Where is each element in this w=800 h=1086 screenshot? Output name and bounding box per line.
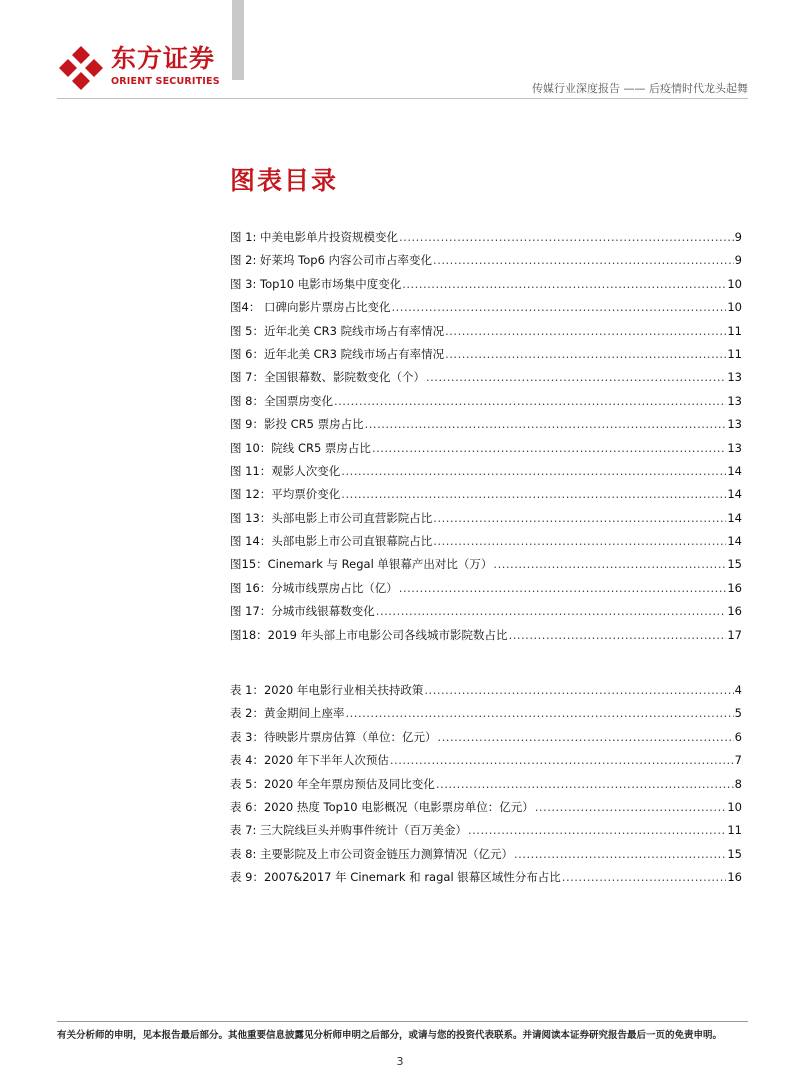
figure-entry-page-number: 10 — [727, 300, 742, 315]
table-entry[interactable] — [230, 796, 742, 819]
dot-leader — [391, 296, 726, 319]
figure-entry-label: 图15：Cinemark 与 Regal 单银幕产出对比（万） — [230, 557, 493, 572]
table-entry[interactable] — [230, 819, 742, 842]
figure-entry[interactable] — [230, 226, 742, 249]
table-entry[interactable] — [230, 773, 742, 796]
figure-entry-label: 图 7：全国银幕数、影院数变化（个） — [230, 370, 425, 385]
figure-entry-label: 图 17：分城市线银幕数变化 — [230, 604, 375, 619]
logo-mark-icon — [57, 44, 105, 92]
report-title-header: 传媒行业深度报告 —— 后疫情时代龙头起舞 — [532, 82, 748, 95]
dot-leader — [445, 343, 726, 366]
figure-entry-page-number: 14 — [727, 487, 742, 502]
table-entry-label: 表 1：2020 年电影行业相关扶持政策 — [230, 683, 424, 697]
dot-leader — [334, 390, 726, 413]
figure-entry-page-number: 17 — [727, 627, 742, 642]
figure-entry[interactable] — [230, 413, 742, 436]
figure-entry-page-number: 13 — [727, 440, 742, 455]
table-entry[interactable] — [230, 679, 742, 702]
figure-entry[interactable] — [230, 343, 742, 366]
dot-leader — [399, 226, 734, 249]
table-entry-page-number: 11 — [727, 823, 742, 838]
figure-entry-page-number: 14 — [727, 510, 742, 525]
figure-entry[interactable] — [230, 249, 742, 272]
figure-entry-label: 图4： 口碑向影片票房占比变化 — [230, 300, 391, 315]
dot-leader — [341, 460, 726, 483]
figure-entry-label: 图 3: Top10 电影市场集中度变化 — [230, 276, 402, 291]
figure-entry[interactable] — [230, 553, 742, 576]
figure-entry-page-number: 11 — [727, 346, 742, 361]
figure-entry-label: 图18：2019 年头部上市电影公司各线城市影院数占比 — [230, 627, 508, 642]
table-entry-page-number: 10 — [727, 799, 742, 814]
figure-entry-label: 图 11：观影人次变化 — [230, 463, 341, 478]
dot-leader — [433, 507, 726, 530]
figure-entry-label: 图 2: 好莱坞 Top6 内容公司市占率变化 — [230, 253, 433, 268]
footer-divider — [57, 1021, 748, 1022]
table-entry-page-number: 7 — [734, 753, 742, 768]
table-entry-page-number: 8 — [734, 776, 742, 791]
page-title: 图表目录 — [230, 166, 339, 195]
dot-leader — [390, 749, 734, 772]
dot-leader — [426, 366, 726, 389]
figure-entry-label: 图 9：影投 CR5 票房占比 — [230, 417, 364, 432]
figure-entry-page-number: 10 — [727, 276, 742, 291]
figure-entry-page-number: 9 — [734, 230, 742, 244]
header-grey-tab — [232, 0, 244, 80]
figure-list — [230, 226, 742, 647]
dot-leader — [445, 320, 726, 343]
figure-entry[interactable] — [230, 600, 742, 623]
dot-leader — [345, 702, 733, 725]
table-entry-page-number: 4 — [734, 683, 742, 697]
dot-leader — [433, 530, 726, 553]
table-list — [230, 679, 742, 890]
table-entry[interactable] — [230, 749, 742, 772]
table-entry[interactable] — [230, 843, 742, 866]
table-entry-page-number: 6 — [734, 729, 742, 744]
dot-leader — [535, 796, 727, 819]
table-entry-label: 表 8: 主要影院及上市公司资金链压力测算情况（亿元） — [230, 846, 513, 861]
figure-entry-page-number: 13 — [727, 393, 742, 408]
figure-entry-label: 图 16：分城市线票房占比（亿） — [230, 580, 398, 595]
dot-leader — [424, 679, 733, 702]
figure-entry-page-number: 9 — [734, 253, 742, 268]
figure-entry[interactable] — [230, 390, 742, 413]
figure-entry[interactable] — [230, 460, 742, 483]
figure-entry-page-number: 15 — [727, 557, 742, 572]
figure-entry[interactable] — [230, 366, 742, 389]
figure-entry-label: 图 14：头部电影上市公司直银幕院占比 — [230, 534, 433, 549]
dot-leader — [399, 577, 727, 600]
figure-entry-page-number: 11 — [727, 323, 742, 338]
dot-leader — [372, 437, 726, 460]
figure-entry-label: 图 1: 中美电影单片投资规模变化 — [230, 230, 399, 244]
dot-leader — [436, 773, 734, 796]
figure-entry-page-number: 16 — [727, 604, 742, 619]
table-entry[interactable] — [230, 726, 742, 749]
dot-leader — [341, 483, 726, 506]
figure-entry-label: 图 6：近年北美 CR3 院线市场占有率情况 — [230, 346, 445, 361]
table-entry-label: 表 2：黄金期间上座率 — [230, 706, 345, 721]
figure-entry-page-number: 13 — [727, 370, 742, 385]
table-entry-page-number: 16 — [727, 870, 742, 885]
figure-entry[interactable] — [230, 320, 742, 343]
dot-leader — [433, 249, 734, 272]
dot-leader — [437, 726, 733, 749]
logo-english-name: ORIENT SECURITIES — [111, 76, 220, 87]
figure-entry-page-number: 14 — [727, 534, 742, 549]
table-entry-page-number: 5 — [734, 706, 742, 721]
table-entry-label: 表 7: 三大院线巨头并购事件统计（百万美金） — [230, 823, 467, 838]
table-entry-label: 表 3：待映影片票房估算（单位：亿元） — [230, 729, 437, 744]
dot-leader — [402, 273, 726, 296]
table-entry-label: 表 5：2020 年全年票房预估及同比变化 — [230, 776, 435, 791]
figure-entry[interactable] — [230, 530, 742, 553]
figure-entry-page-number: 16 — [727, 580, 742, 595]
figure-entry-label: 图 8：全国票房变化 — [230, 393, 333, 408]
table-entry[interactable] — [230, 702, 742, 725]
figure-entry[interactable] — [230, 483, 742, 506]
dot-leader — [514, 843, 726, 866]
dot-leader — [493, 553, 726, 576]
figure-entry[interactable] — [230, 507, 742, 530]
figure-entry[interactable] — [230, 624, 742, 647]
figure-entry-page-number: 13 — [727, 417, 742, 432]
logo-chinese-name: 东方证券 — [111, 44, 216, 73]
figure-entry-label: 图 10：院线 CR5 票房占比 — [230, 440, 371, 455]
figure-entry-page-number: 14 — [727, 463, 742, 478]
figure-entry[interactable] — [230, 273, 742, 296]
figure-entry-label: 图 13：头部电影上市公司直营影院占比 — [230, 510, 433, 525]
disclaimer-note: 有关分析师的申明，见本报告最后部分。其他重要信息披露见分析师申明之后部分，或请与您的投资代表联系。并请阅读本证券研究报告最后一页的免责申明。 — [57, 1030, 723, 1041]
table-entry-label: 表 6：2020 热度 Top10 电影概况（电影票房单位：亿元） — [230, 799, 534, 814]
table-entry-label: 表 4：2020 年下半年人次预估 — [230, 753, 389, 768]
header-divider — [57, 98, 748, 99]
dot-leader — [365, 413, 727, 436]
dot-leader — [376, 600, 727, 623]
table-entry-label: 表 9：2007&2017 年 Cinemark 和 ragal 银幕区域性分布占比 — [230, 870, 561, 885]
page-number: 3 — [396, 1055, 404, 1068]
figure-entry-label: 图 5：近年北美 CR3 院线市场占有率情况 — [230, 323, 445, 338]
figure-entry[interactable] — [230, 296, 742, 319]
company-logo — [57, 44, 227, 94]
dot-leader — [509, 624, 727, 647]
table-entry-page-number: 15 — [727, 846, 742, 861]
figure-entry[interactable] — [230, 437, 742, 460]
figure-entry[interactable] — [230, 577, 742, 600]
dot-leader — [468, 819, 726, 842]
figure-entry-label: 图 12：平均票价变化 — [230, 487, 341, 502]
table-entry[interactable] — [230, 866, 742, 889]
dot-leader — [562, 866, 727, 889]
